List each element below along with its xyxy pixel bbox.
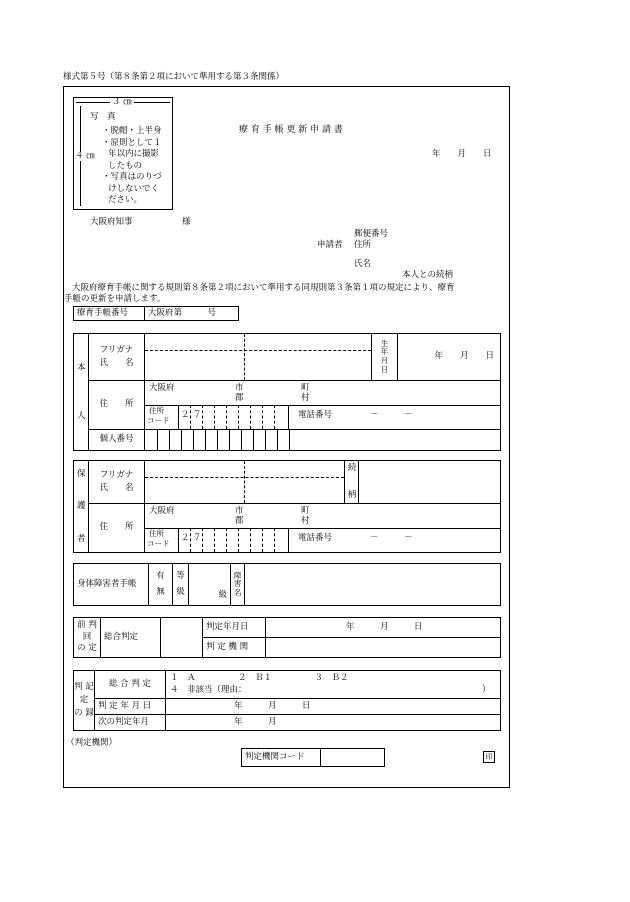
judgment-org-note: （判定機関） (66, 738, 118, 748)
guardian-relation-label: 続 柄 (345, 461, 359, 504)
person-table (73, 333, 501, 451)
postal-code-label: 郵便番号 (354, 229, 389, 239)
photo-notes: ・脱帽・上半身 ・原則として１ 年以内に撮影 したもの ・写真はのりづ けしないでく ださい。 (102, 126, 162, 205)
techo-number-field[interactable]: 大阪府第 号 (145, 307, 239, 321)
previous-overall-field[interactable] (161, 618, 203, 658)
person-phone-field[interactable]: － － (370, 410, 413, 420)
judgment-record-table (73, 670, 501, 731)
person-address-field[interactable]: 大阪府 市 郡 町 村 住所 コード ２ ７ 電話番号 － － (145, 381, 501, 430)
disability-name-field[interactable] (245, 564, 501, 606)
techo-number-label: 療育手帳番号 (74, 307, 145, 321)
application-date: 年 月 日 (432, 149, 492, 159)
disability-table (73, 563, 501, 606)
previous-date-label: 判定年月日 (203, 618, 266, 638)
disability-grade-label: 等 級 (173, 564, 189, 606)
guardian-code-digit-1: ２ (181, 533, 190, 543)
techo-number-table (73, 306, 239, 321)
guardian-relation-field[interactable] (359, 461, 501, 504)
guardian-name-field[interactable] (145, 461, 345, 504)
previous-org-label: 判 定 機 関 (203, 638, 266, 658)
my-number-label: 個人番号 (89, 430, 145, 451)
previous-section-label: 前 判 回 の 定 (74, 618, 101, 658)
org-code-table (241, 748, 385, 767)
person-code-digit-1: ２ (181, 410, 190, 420)
applicant-name-label: 氏名 (354, 259, 372, 269)
guardian-phone-label: 電話番号 (298, 533, 333, 543)
person-name-label: フリガナ 氏 名 (89, 334, 145, 381)
person-name-field[interactable] (145, 334, 372, 381)
next-judgment-label: 次の判定年月 (95, 715, 166, 731)
guardian-phone-field[interactable]: － － (370, 533, 413, 543)
previous-org-field[interactable] (266, 638, 501, 658)
judgment-overall-field[interactable] (166, 671, 501, 699)
applicant-relation-label: 本人との続柄 (402, 270, 454, 280)
photo-title: 写 真 (90, 112, 116, 122)
photo-box (73, 97, 173, 210)
seal-stamp: 印 (483, 751, 495, 763)
guardian-code-digit-2: ７ (193, 533, 202, 543)
person-section-label: 本 人 (74, 334, 89, 451)
addressee-sama: 様 (182, 217, 191, 227)
judgment-date-label: 判 定 年 月 日 (95, 699, 166, 715)
person-address-label: 住 所 (89, 381, 145, 430)
guardian-address-label: 住 所 (89, 504, 145, 553)
person-phone-label: 電話番号 (298, 410, 333, 420)
body-text-2: 手帳の更新を申請します。 (64, 294, 166, 304)
disability-grade-field[interactable]: 級 (189, 564, 231, 606)
photo-height-label: ４ ㎝ (75, 151, 95, 161)
org-code-label: 判定機関コード (242, 749, 321, 767)
guardian-address-field[interactable]: 大阪府 市 郡 町 村 住所 コード ２ ７ 電話番号 － － (145, 504, 501, 553)
next-judgment-field[interactable]: 年 月 (166, 715, 501, 731)
form-title: 療 育 手 帳 更 新 申 請 書 (239, 125, 343, 135)
applicant-label: 申請者 (317, 240, 343, 250)
judgment-overall-label: 総 合 判 定 (95, 671, 166, 699)
person-code-digit-2: ７ (193, 410, 202, 420)
previous-overall-label: 総合判定 (101, 618, 161, 658)
guardian-name-label: フリガナ 氏 名 (89, 461, 145, 504)
applicant-address-label: 住所 (354, 240, 372, 250)
judgment-options-1: １ Ａ ２ Ｂ１ ３ Ｂ２ (170, 673, 349, 683)
previous-judgment-table (73, 617, 501, 658)
form-number: 様式第５号（第８条第２項において準用する第３条関係） (63, 72, 285, 82)
disability-has-label[interactable]: 有 無 (149, 564, 173, 606)
guardian-table (73, 460, 501, 553)
photo-width-label: ３ ㎝ (112, 97, 132, 107)
guardian-section-label: 保 護 者 (74, 461, 89, 553)
judgment-section-label: 判 記 定 の 録 (74, 671, 95, 731)
disability-label: 身体障害者手帳 (74, 564, 149, 606)
my-number-field[interactable] (145, 430, 501, 451)
judgment-date-field[interactable]: 年 月 日 (166, 699, 501, 715)
disability-name-label: 障 害 名 (231, 564, 245, 606)
body-text-1: 大阪府療育手帳に関する規則第８条第２項において準用する同規則第３条第１項の規定により、療育 (72, 283, 455, 293)
person-birth-label: 生 年 月 日 (372, 334, 398, 381)
addressee: 大阪府知事 (90, 217, 133, 227)
judgment-options-2: ４ 非該当（理由： (170, 685, 247, 695)
org-code-field[interactable] (321, 749, 385, 767)
person-birth-field[interactable]: 年 月 日 (398, 334, 501, 381)
judgment-options-close: ） (482, 685, 491, 695)
previous-date-field[interactable]: 年 月 日 (266, 618, 501, 638)
